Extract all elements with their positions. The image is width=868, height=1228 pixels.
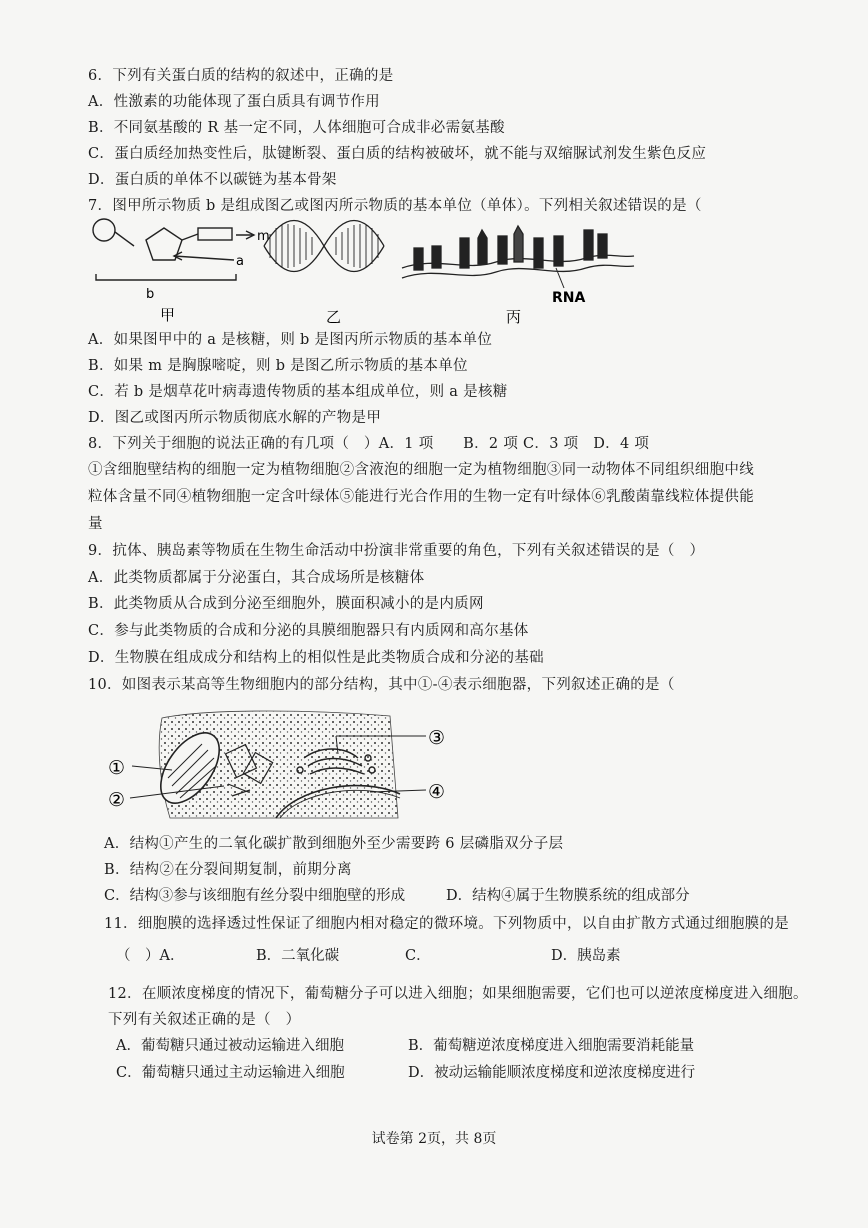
label-jia: 甲 [160, 306, 176, 324]
q7-option-d: D．图乙或图丙所示物质彻底水解的产物是甲 [88, 410, 382, 426]
label-bing: 丙 [506, 308, 522, 326]
q11-stem: 11．细胞膜的选择透过性保证了细胞内相对稳定的微环境。下列物质中，以自由扩散方式通过细胞膜的是 [104, 916, 790, 932]
label-m: m [257, 229, 270, 244]
q9-stem: 9．抗体、胰岛素等物质在生物生命活动中扮演非常重要的角色，下列有关叙述错误的是（ ） [88, 543, 705, 559]
q12-option-c: C．葡萄糖只通过主动运输进入细胞 [116, 1065, 345, 1081]
q6-option-a: A．性激素的功能体现了蛋白质具有调节作用 [88, 94, 380, 110]
label-structure-1: ① [108, 757, 126, 779]
q9-option-c: C．参与此类物质的合成和分泌的具膜细胞器只有内质网和高尔基体 [88, 623, 529, 639]
label-rna: RNA [552, 290, 586, 306]
q12-stem-2: 下列有关叙述正确的是（ ） [108, 1012, 301, 1028]
q9-option-a: A．此类物质都属于分泌蛋白，其合成场所是核糖体 [88, 570, 425, 586]
q7-option-b: B．如果 m 是胸腺嘧啶，则 b 是图乙所示物质的基本单位 [88, 358, 468, 374]
nucleotide-diagram [93, 219, 254, 280]
q10-stem: 10．如图表示某高等生物细胞内的部分结构，其中①-④表示细胞器，下列叙述正确的是（ [88, 677, 675, 693]
q10-option-c: C．结构③参与该细胞有丝分裂中细胞壁的形成 [104, 888, 406, 904]
q8-statements-3: 量 [88, 516, 103, 532]
q10-option-d: D．结构④属于生物膜系统的组成部分 [446, 888, 690, 904]
label-structure-3: ③ [428, 727, 446, 749]
q7-figure [86, 216, 646, 328]
q10-option-b: B．结构②在分裂间期复制，前期分离 [104, 862, 352, 878]
q6-option-b: B．不同氨基酸的 R 基一定不同，人体细胞可合成非必需氨基酸 [88, 120, 505, 136]
q7-option-a: A．如果图甲中的 a 是核糖，则 b 是图丙所示物质的基本单位 [88, 332, 493, 348]
q12-stem: 12．在顺浓度梯度的情况下，葡萄糖分子可以进入细胞；如果细胞需要，它们也可以逆浓度梯度进入细胞。 [108, 986, 808, 1002]
q12-option-a: A．葡萄糖只通过被动运输进入细胞 [116, 1038, 344, 1054]
q8-stem: 8．下列关于细胞的说法正确的有几项（ ）A．1 项 B．2 项 C．3 项 D．4 项 [88, 436, 650, 452]
q11-option-b: B．二氧化碳 [256, 948, 340, 964]
q8-statements-1: ①含细胞壁结构的细胞一定为植物细胞②含液泡的细胞一定为植物细胞③同一动物体不同组织细胞中线 [88, 462, 754, 478]
q6-option-d: D．蛋白质的单体不以碳链为基本骨架 [88, 172, 337, 188]
rna-strand-diagram [402, 226, 634, 288]
q7-option-c: C．若 b 是烟草花叶病毒遗传物质的基本组成单位，则 a 是核糖 [88, 384, 508, 400]
q11-option-d: D．胰岛素 [551, 948, 621, 964]
q6-stem: 6．下列有关蛋白质的结构的叙述中，正确的是 [88, 68, 394, 84]
q10-option-a: A．结构①产生的二氧化碳扩散到细胞外至少需要跨 6 层磷脂双分子层 [104, 836, 564, 852]
label-b: b [146, 287, 155, 302]
q11-option-c: C． [405, 948, 431, 964]
q8-statements-2: 粒体含量不同④植物细胞一定含叶绿体⑤能进行光合作用的生物一定有叶绿体⑥乳酸菌靠线粒体提供能 [88, 489, 754, 505]
q6-option-c: C．蛋白质经加热变性后，肽键断裂、蛋白质的结构被破坏，就不能与双缩脲试剂发生紫色反应 [88, 146, 707, 162]
label-structure-2: ② [108, 789, 126, 811]
q12-option-b: B．葡萄糖逆浓度梯度进入细胞需要消耗能量 [408, 1038, 695, 1054]
q11-paren-option-a: （ ）A． [116, 948, 185, 964]
q12-option-d: D．被动运输能顺浓度梯度和逆浓度梯度进行 [408, 1065, 696, 1081]
q9-option-d: D．生物膜在组成成分和结构上的相似性是此类物质合成和分泌的基础 [88, 650, 544, 666]
label-a: a [236, 254, 244, 269]
label-structure-4: ④ [428, 781, 446, 803]
page-footer: 试卷第 2页，共 8页 [371, 1131, 497, 1147]
dna-helix-diagram [264, 221, 384, 272]
q10-cell-figure [100, 706, 470, 822]
q9-option-b: B．此类物质从合成到分泌至细胞外，膜面积减小的是内质网 [88, 596, 484, 612]
q7-stem: 7．图甲所示物质 b 是组成图乙或图丙所示物质的基本单位（单体）。下列相关叙述错误的是（ [88, 198, 702, 214]
label-yi: 乙 [326, 308, 342, 326]
